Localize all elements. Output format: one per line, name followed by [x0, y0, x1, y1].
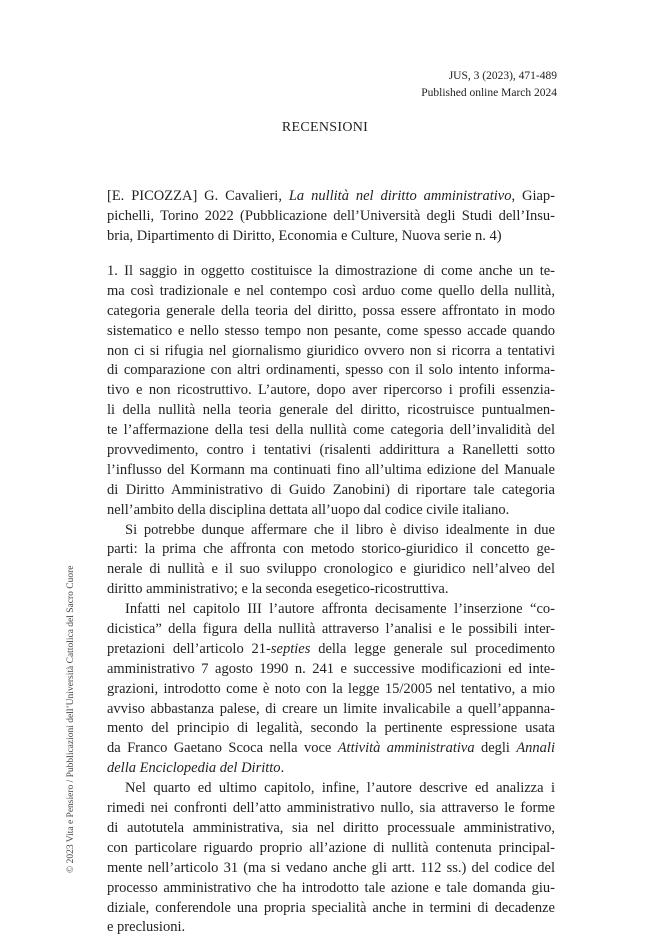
text-line: l’influsso del Kormann ma continuati fino all’ultima edizione del Manuale — [107, 461, 555, 478]
text-line: della Enciclopedia del Diritto. — [107, 760, 285, 777]
paragraph — [107, 262, 555, 521]
text-line: categoria generale della teoria del diritto, possa essere affrontato in modo — [107, 302, 555, 319]
citation-line: [E. PICOZZA] G. Cavalieri, La nullità nel diritto amministrativo, Giap- — [107, 188, 555, 204]
text-line: grazioni, introdotto come è noto con la legge 15/2005 nel tentativo, a mio — [107, 680, 555, 697]
text-line: ma così tradizionale e nel contempo così arduo come quello della nullità, — [107, 282, 555, 299]
text-line: da Franco Gaetano Scoca nella voce Attività amministrativa degli Annali — [107, 740, 555, 757]
text-line: Infatti nel capitolo III l’autore affronta decisamente l’inserzione “co- — [125, 601, 555, 618]
section-title: RECENSIONI — [281, 120, 369, 135]
text-line: di Diritto Amministrativo di Guido Zanobini) di riportare tale categoria — [107, 481, 555, 498]
text-line: li della nullità nella teoria generale del diritto, ricostruisce puntualmen- — [107, 402, 555, 419]
text-line: amministrativo 7 agosto 1990 n. 241 e successive modificazioni ed inte- — [107, 660, 555, 677]
text-line: dicistica” della figura della nullità attraverso l’analisi e le possibili inter- — [107, 621, 555, 638]
text-line: Si potrebbe dunque affermare che il libro è diviso idealmente in due — [125, 521, 555, 538]
text-line: diritto amministrativo; e la seconda esegetico-ricostruttiva. — [107, 581, 449, 598]
review-body — [107, 262, 555, 938]
text-line: con particolare riguardo proprio all’azione di nullità contenuta principal- — [107, 839, 555, 856]
text-line: e preclusioni. — [107, 919, 186, 936]
paragraph — [107, 521, 555, 601]
text-line: tivo e non ricostruttivo. L’autore, dopo aver ripercorso i profili essenzia- — [107, 382, 555, 399]
text-line: pretazioni dell’articolo 21-septies della legge generale sul procedimento — [107, 640, 555, 657]
text-line: processo amministrativo che ha introdotto tale azione e tale domanda giu- — [107, 879, 555, 896]
text-line: avviso abbastanza palese, di creare un limite invalicabile a quell’appanna- — [107, 700, 555, 717]
text-line: Nel quarto ed ultimo capitolo, infine, l’autore descrive ed analizza i — [125, 780, 555, 797]
text-line: provvedimento, contro i tentativi (risalenti addirittura a Ranelletti sotto — [107, 442, 555, 459]
citation-line: bria, Dipartimento di Diritto, Economia e Culture, Nuova serie n. 4) — [107, 228, 502, 244]
header-meta — [421, 68, 557, 102]
paragraph — [107, 779, 555, 938]
text-line: 1. Il saggio in oggetto costituisce la dimostrazione di come anche un te- — [107, 263, 555, 279]
text-line: parti: la prima che affronta con metodo storico-giuridico il concetto ge- — [107, 541, 555, 558]
book-citation — [107, 186, 555, 246]
citation-line: pichelli, Torino 2022 (Pubblicazione dell’Università degli Studi dell’Insu- — [107, 208, 555, 224]
journal-reference: JUS, 3 (2023), 471-489 — [448, 70, 557, 82]
text-line: non ci si rifugia nel giornalismo giuridico ovvero non si ricorra a tentativi — [107, 342, 555, 359]
text-line: nell’ambito della disciplina dettata all’uopo dal codice civile italiano. — [107, 501, 510, 518]
copyright-note: © 2023 Vita e Pensiero / Pubblicazioni dell’Università Cattolica del Sacro Cuore — [66, 565, 76, 873]
book-title: La nullità nel diritto amministrativo — [288, 188, 512, 204]
paragraph — [107, 600, 555, 779]
text-line: rimedi nei confronti dell’atto amministrativo nullo, sia attraverso le forme — [107, 800, 555, 817]
text-line: di autotutela amministrativa, sia nel diritto processuale amministrativo, — [107, 819, 555, 836]
text-line: di comparazione con altri ordinamenti, spesso con il solo intento informa- — [107, 362, 555, 379]
publication-date: Published online March 2024 — [421, 87, 557, 99]
text-line: sistematico e nello stesso tempo non pesante, come spesso accade quando — [107, 322, 555, 339]
text-line: diziale, conferendole una propria specialità anche in termini di decadenze — [107, 899, 555, 916]
text-line: mento del principio di legalità, secondo la pertinente espressione usata — [107, 720, 555, 737]
text-line: nerale di nullità e il suo sviluppo cronologico e giuridico nell’alveo del — [107, 561, 555, 578]
text-line: te l’affermazione della tesi della nullità come categoria dell’invalidità del — [107, 422, 555, 439]
text-line: mente nell’articolo 31 (ma si vedano anche gli artt. 112 ss.) del codice del — [107, 859, 555, 876]
